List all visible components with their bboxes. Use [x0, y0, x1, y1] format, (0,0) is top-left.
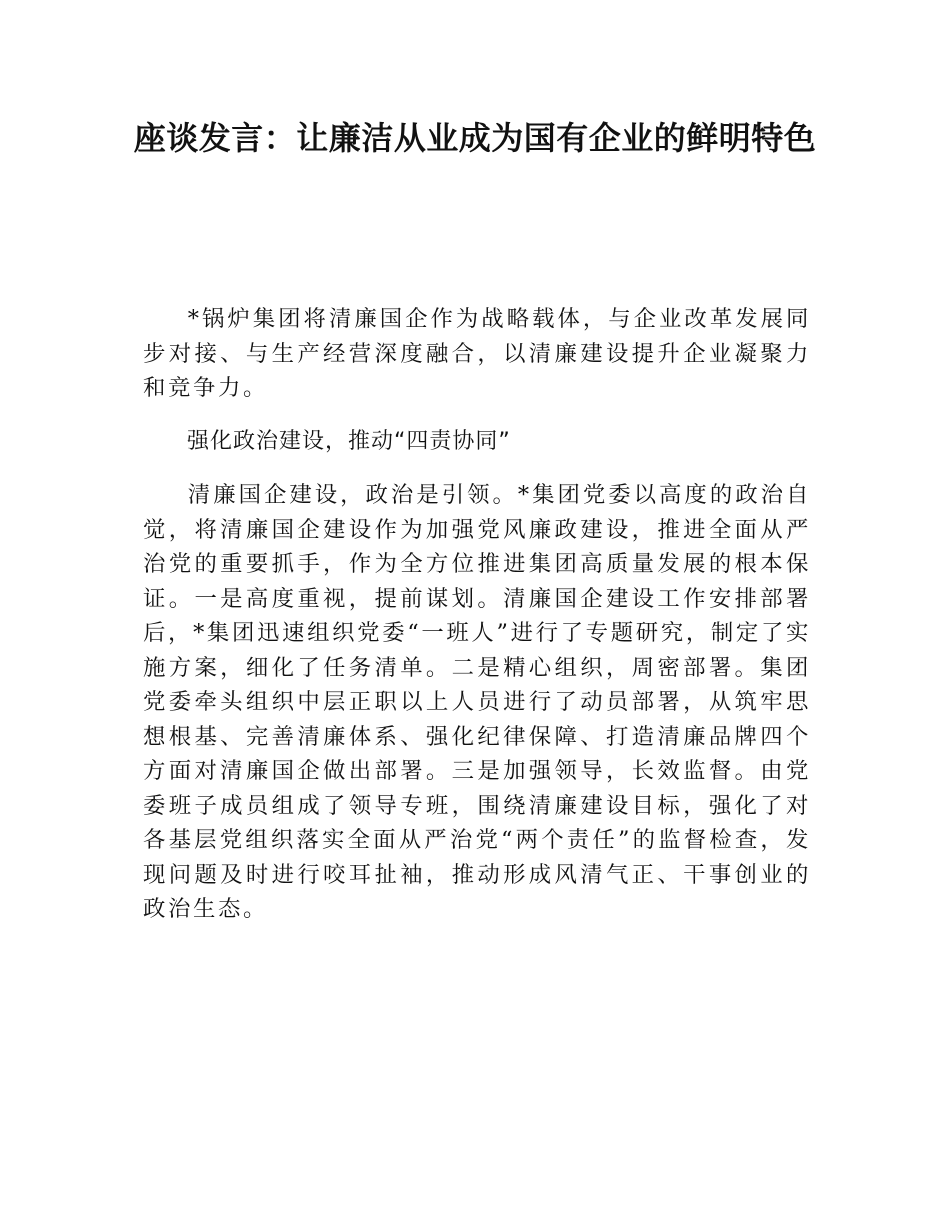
body-paragraph: 清廉国企建设，政治是引领。*集团党委以高度的政治自觉，将清廉国企建设作为加强党风廉政建设，推进全面从严治党的重要抓手，作为全方位推进集团高质量发展的根本保证。一是高度重视，提前谋划。清廉国企建设工作安排部署后，*集团迅速组织党委“一班人”进行了专题研究，制定了实施方案，细化了任务清单。二是精心组织，周密部署。集团党委牵头组织中层正职以上人员进行了动员部署，从筑牢思想根基、完善清廉体系、强化纪律保障、打造清廉品牌四个方面对清廉国企做出部署。三是加强领导，长效监督。由党委班子成员组成了领导专班，围绕清廉建设目标，强化了对各基层党组织落实全面从严治党“两个责任”的监督检查，发现问题及时进行咬耳扯袖，推动形成风清气正、干事创业的政治生态。 [143, 482, 811, 922]
intro-paragraph: *锅炉集团将清廉国企作为战略载体，与企业改革发展同步对接、与生产经营深度融合，以清廉建设提升企业凝聚力和竞争力。 [143, 306, 811, 401]
document-body [143, 302, 811, 946]
document-title: 座谈发言：让廉洁从业成为国有企业的鲜明特色 [133, 119, 817, 157]
section-heading: 强化政治建设，推动“四责协同” [187, 428, 511, 454]
